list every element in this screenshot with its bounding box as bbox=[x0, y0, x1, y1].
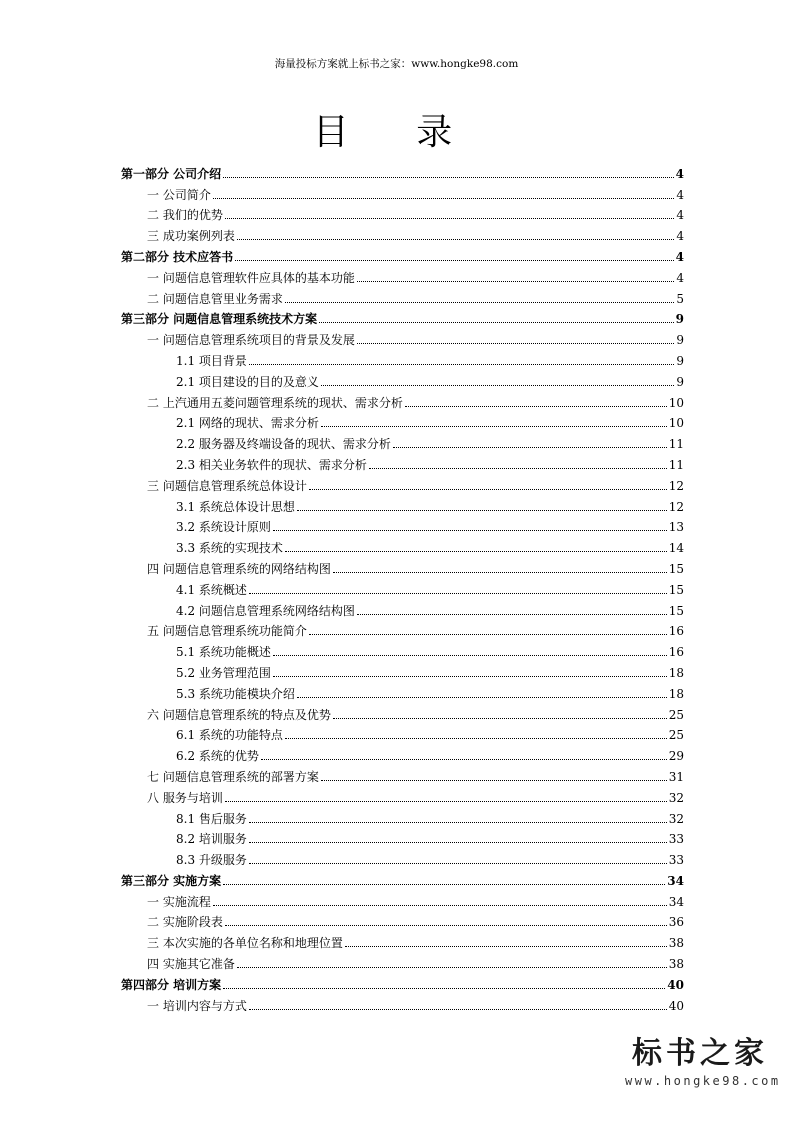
toc-entry[interactable] bbox=[121, 514, 684, 535]
toc-entry-label: 1.1 项目背景 bbox=[176, 353, 247, 368]
toc-dot-leader bbox=[223, 177, 673, 178]
toc-entry-page-number: 15 bbox=[668, 561, 684, 576]
toc-entry-page-number: 9 bbox=[676, 374, 684, 389]
toc-dot-leader bbox=[285, 302, 675, 303]
toc-dot-leader bbox=[273, 530, 667, 531]
toc-entry-page-number: 4 bbox=[675, 166, 684, 181]
table-of-contents bbox=[121, 160, 684, 1013]
toc-entry-page-number: 40 bbox=[668, 998, 684, 1013]
toc-entry[interactable] bbox=[121, 659, 684, 680]
toc-dot-leader bbox=[213, 905, 667, 906]
toc-entry[interactable] bbox=[121, 472, 684, 493]
toc-entry-label: 3.1 系统总体设计思想 bbox=[176, 499, 295, 514]
toc-dot-leader bbox=[213, 198, 675, 199]
toc-dot-leader bbox=[235, 260, 673, 261]
toc-entry-label: 七 问题信息管理系统的部署方案 bbox=[147, 769, 319, 784]
toc-dot-leader bbox=[225, 801, 667, 802]
toc-entry-label: 八 服务与培训 bbox=[147, 790, 223, 805]
toc-entry[interactable] bbox=[121, 555, 684, 576]
toc-entry-page-number: 34 bbox=[668, 894, 684, 909]
toc-entry[interactable] bbox=[121, 534, 684, 555]
toc-entry-page-number: 9 bbox=[676, 353, 684, 368]
toc-entry-page-number: 12 bbox=[668, 478, 684, 493]
toc-entry-page-number: 16 bbox=[668, 624, 684, 639]
toc-entry-page-number: 18 bbox=[668, 665, 684, 680]
toc-entry[interactable] bbox=[121, 306, 684, 327]
toc-dot-leader bbox=[249, 1009, 667, 1010]
toc-entry-label: 第三部分 实施方案 bbox=[121, 873, 222, 888]
toc-dot-leader bbox=[357, 343, 675, 344]
toc-dot-leader bbox=[273, 676, 667, 677]
toc-dot-leader bbox=[321, 426, 667, 427]
toc-entry-label: 一 实施流程 bbox=[147, 894, 211, 909]
toc-entry-page-number: 10 bbox=[668, 416, 684, 431]
toc-entry-page-number: 11 bbox=[668, 457, 684, 472]
toc-entry[interactable] bbox=[121, 971, 684, 992]
toc-entry-page-number: 15 bbox=[668, 582, 684, 597]
toc-entry[interactable] bbox=[121, 243, 684, 264]
toc-dot-leader bbox=[249, 593, 667, 594]
toc-dot-leader bbox=[249, 364, 674, 365]
toc-entry-page-number: 18 bbox=[668, 686, 684, 701]
toc-entry[interactable] bbox=[121, 222, 684, 243]
toc-entry-page-number: 32 bbox=[668, 811, 684, 826]
toc-entry[interactable] bbox=[121, 285, 684, 306]
toc-dot-leader bbox=[297, 510, 667, 511]
toc-entry-label: 2.1 网络的现状、需求分析 bbox=[176, 416, 319, 431]
toc-dot-leader bbox=[319, 322, 673, 323]
toc-entry-page-number: 40 bbox=[667, 977, 684, 992]
toc-entry[interactable] bbox=[121, 493, 684, 514]
toc-entry-label: 二 上汽通用五菱问题管理系统的现状、需求分析 bbox=[147, 395, 403, 410]
toc-entry[interactable] bbox=[121, 950, 684, 971]
toc-entry-label: 第一部分 公司介绍 bbox=[121, 166, 222, 181]
toc-entry-label: 8.3 升级服务 bbox=[176, 853, 247, 868]
toc-entry-label: 5.3 系统功能模块介绍 bbox=[176, 686, 295, 701]
toc-dot-leader bbox=[223, 884, 665, 885]
toc-entry-label: 三 问题信息管理系统总体设计 bbox=[147, 478, 307, 493]
toc-entry-page-number: 38 bbox=[668, 936, 684, 951]
toc-entry[interactable] bbox=[121, 410, 684, 431]
logo-text: 标书之家 bbox=[632, 1036, 768, 1071]
toc-entry[interactable] bbox=[121, 909, 684, 930]
toc-dot-leader bbox=[249, 822, 667, 823]
toc-entry-label: 8.1 售后服务 bbox=[176, 811, 247, 826]
toc-entry-page-number: 34 bbox=[667, 873, 684, 888]
toc-entry-page-number: 4 bbox=[676, 229, 684, 244]
toc-entry-label: 五 问题信息管理系统功能简介 bbox=[147, 624, 307, 639]
toc-entry-page-number: 4 bbox=[675, 249, 684, 264]
toc-entry[interactable] bbox=[121, 597, 684, 618]
toc-entry-label: 二 我们的优势 bbox=[147, 208, 223, 223]
toc-entry[interactable] bbox=[121, 701, 684, 722]
toc-entry-page-number: 9 bbox=[676, 333, 684, 348]
toc-entry-label: 3.3 系统的实现技术 bbox=[176, 541, 283, 556]
toc-entry[interactable] bbox=[121, 264, 684, 285]
toc-entry[interactable] bbox=[121, 992, 684, 1013]
toc-entry-label: 三 本次实施的各单位名称和地理位置 bbox=[147, 936, 343, 951]
toc-entry-page-number: 4 bbox=[676, 187, 684, 202]
toc-entry-label: 5.2 业务管理范围 bbox=[176, 665, 271, 680]
toc-entry-label: 第二部分 技术应答书 bbox=[121, 249, 234, 264]
toc-entry[interactable] bbox=[121, 181, 684, 202]
toc-entry-label: 第三部分 问题信息管理系统技术方案 bbox=[121, 312, 318, 327]
toc-dot-leader bbox=[405, 406, 667, 407]
toc-entry-label: 四 问题信息管理系统的网络结构图 bbox=[147, 561, 331, 576]
toc-dot-leader bbox=[357, 614, 667, 615]
toc-entry[interactable] bbox=[121, 347, 684, 368]
toc-dot-leader bbox=[237, 967, 667, 968]
toc-entry-label: 一 公司简介 bbox=[147, 187, 211, 202]
toc-entry-page-number: 9 bbox=[675, 312, 684, 327]
toc-dot-leader bbox=[223, 988, 665, 989]
toc-entry[interactable] bbox=[121, 784, 684, 805]
toc-entry-page-number: 15 bbox=[668, 603, 684, 618]
toc-entry-label: 六 问题信息管理系统的特点及优势 bbox=[147, 707, 331, 722]
toc-entry-label: 第四部分 培训方案 bbox=[121, 977, 222, 992]
logo-url: www.hongke98.com bbox=[625, 1074, 781, 1088]
toc-entry-page-number: 32 bbox=[668, 790, 684, 805]
toc-dot-leader bbox=[237, 239, 675, 240]
toc-entry-label: 一 问题信息管理系统项目的背景及发展 bbox=[147, 333, 355, 348]
toc-entry-page-number: 36 bbox=[668, 915, 684, 930]
toc-entry-label: 6.1 系统的功能特点 bbox=[176, 728, 283, 743]
toc-entry-page-number: 33 bbox=[668, 832, 684, 847]
toc-dot-leader bbox=[297, 697, 667, 698]
toc-entry-page-number: 38 bbox=[668, 957, 684, 972]
toc-dot-leader bbox=[333, 718, 667, 719]
toc-entry-label: 四 实施其它准备 bbox=[147, 957, 235, 972]
toc-entry-label: 二 问题信息管里业务需求 bbox=[147, 291, 283, 306]
toc-entry[interactable] bbox=[121, 763, 684, 784]
toc-entry-page-number: 13 bbox=[668, 520, 684, 535]
toc-entry-page-number: 25 bbox=[668, 707, 684, 722]
toc-dot-leader bbox=[309, 634, 667, 635]
toc-entry-page-number: 12 bbox=[668, 499, 684, 514]
page-header: 海量投标方案就上标书之家：www.hongke98.com bbox=[274, 58, 519, 70]
toc-entry[interactable] bbox=[121, 929, 684, 950]
toc-entry-label: 6.2 系统的优势 bbox=[176, 749, 259, 764]
toc-entry[interactable] bbox=[121, 430, 684, 451]
toc-entry-page-number: 31 bbox=[668, 769, 684, 784]
toc-dot-leader bbox=[333, 572, 667, 573]
toc-entry-page-number: 4 bbox=[676, 208, 684, 223]
toc-entry-page-number: 14 bbox=[668, 541, 684, 556]
toc-dot-leader bbox=[369, 468, 667, 469]
toc-entry[interactable] bbox=[121, 680, 684, 701]
toc-entry-label: 一 问题信息管理软件应具体的基本功能 bbox=[147, 270, 355, 285]
toc-dot-leader bbox=[249, 842, 667, 843]
toc-entry[interactable] bbox=[121, 160, 684, 181]
toc-entry-page-number: 11 bbox=[668, 437, 684, 452]
toc-entry[interactable] bbox=[121, 805, 684, 826]
toc-entry-label: 2.3 相关业务软件的现状、需求分析 bbox=[176, 457, 367, 472]
toc-entry-page-number: 29 bbox=[668, 749, 684, 764]
toc-entry-label: 4.1 系统概述 bbox=[176, 582, 247, 597]
page-title: 目 录 bbox=[312, 112, 481, 153]
toc-entry-page-number: 5 bbox=[676, 291, 684, 306]
toc-dot-leader bbox=[321, 780, 667, 781]
toc-entry[interactable] bbox=[121, 618, 684, 639]
toc-entry-page-number: 4 bbox=[676, 270, 684, 285]
toc-entry-label: 3.2 系统设计原则 bbox=[176, 520, 271, 535]
toc-entry[interactable] bbox=[121, 742, 684, 763]
toc-dot-leader bbox=[261, 759, 667, 760]
toc-dot-leader bbox=[345, 946, 667, 947]
toc-entry-label: 2.2 服务器及终端设备的现状、需求分析 bbox=[176, 437, 391, 452]
toc-entry[interactable] bbox=[121, 326, 684, 347]
toc-dot-leader bbox=[225, 925, 667, 926]
toc-entry[interactable] bbox=[121, 389, 684, 410]
toc-dot-leader bbox=[357, 281, 675, 282]
toc-entry-page-number: 10 bbox=[668, 395, 684, 410]
toc-dot-leader bbox=[321, 385, 674, 386]
toc-entry-label: 二 实施阶段表 bbox=[147, 915, 223, 930]
toc-entry[interactable] bbox=[121, 368, 684, 389]
toc-entry-page-number: 25 bbox=[668, 728, 684, 743]
toc-entry-label: 8.2 培训服务 bbox=[176, 832, 247, 847]
toc-dot-leader bbox=[285, 551, 667, 552]
toc-entry[interactable] bbox=[121, 638, 684, 659]
toc-dot-leader bbox=[249, 863, 667, 864]
toc-entry[interactable] bbox=[121, 867, 684, 888]
toc-dot-leader bbox=[225, 218, 675, 219]
toc-entry[interactable] bbox=[121, 202, 684, 223]
toc-entry[interactable] bbox=[121, 846, 684, 867]
toc-entry[interactable] bbox=[121, 722, 684, 743]
toc-entry[interactable] bbox=[121, 826, 684, 847]
toc-entry-page-number: 33 bbox=[668, 853, 684, 868]
toc-entry-label: 4.2 问题信息管理系统网络结构图 bbox=[176, 603, 355, 618]
toc-entry-label: 一 培训内容与方式 bbox=[147, 998, 247, 1013]
toc-entry[interactable] bbox=[121, 576, 684, 597]
toc-dot-leader bbox=[309, 489, 667, 490]
toc-entry-page-number: 16 bbox=[668, 645, 684, 660]
toc-dot-leader bbox=[285, 738, 667, 739]
toc-entry-label: 5.1 系统功能概述 bbox=[176, 645, 271, 660]
footer-logo bbox=[625, 1028, 781, 1088]
toc-entry[interactable] bbox=[121, 451, 684, 472]
toc-entry-label: 2.1 项目建设的目的及意义 bbox=[176, 374, 319, 389]
toc-dot-leader bbox=[393, 447, 667, 448]
toc-entry[interactable] bbox=[121, 888, 684, 909]
toc-entry-label: 三 成功案例列表 bbox=[147, 229, 235, 244]
toc-dot-leader bbox=[273, 655, 667, 656]
